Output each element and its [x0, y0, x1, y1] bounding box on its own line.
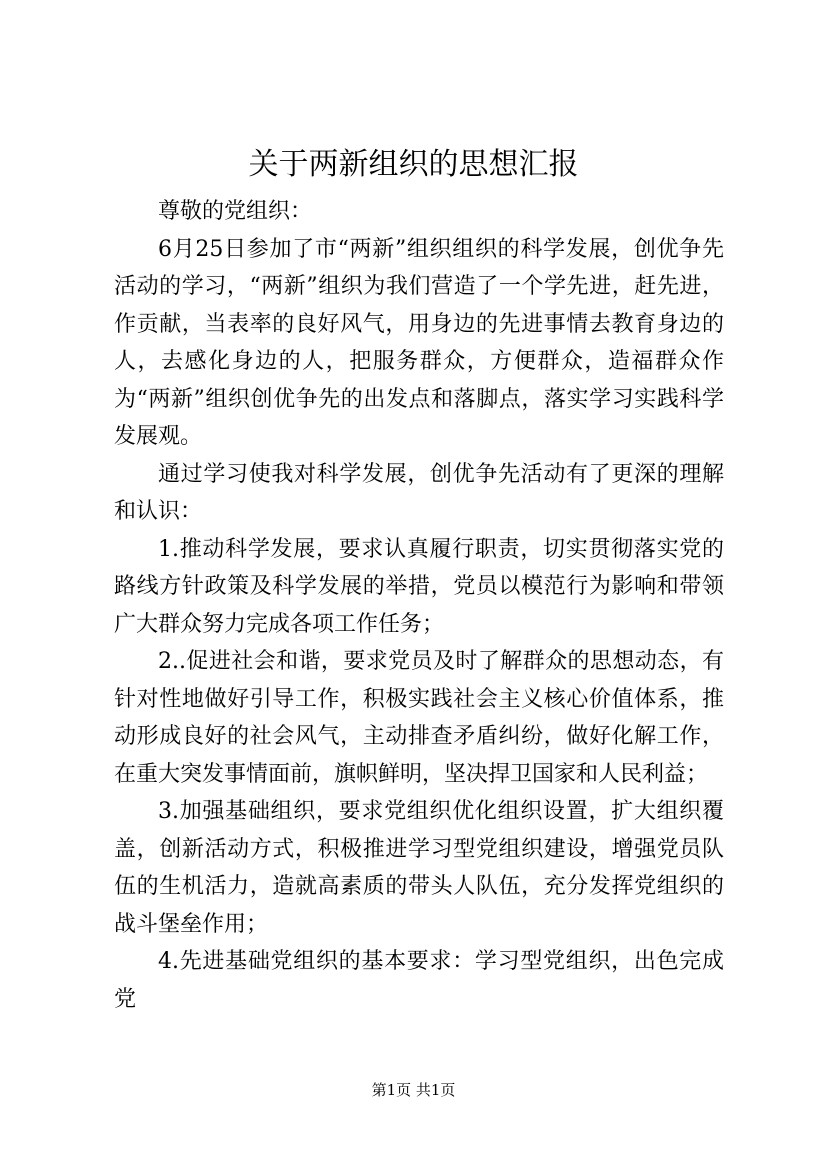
paragraph-3: 1.推动科学发展，要求认真履行职责，切实贯彻落实党的路线方针政策及科学发展的举措，党员以模范行为影响和带领广大群众努力完成各项工作任务；: [114, 536, 724, 637]
document-title: 关于两新组织的思想汇报: [248, 147, 579, 182]
paragraph-6: 4.先进基础党组织的基本要求：学习型党组织，出色完成党: [114, 949, 724, 1012]
paragraph-2: 通过学习使我对科学发展，创优争先活动有了更深的理解和认识：: [114, 461, 724, 524]
document-body: [114, 193, 724, 1018]
paragraph-1: 6月25日参加了市“两新”组织组织的科学发展，创优争先活动的学习，“两新”组织为我们营造了一个学先进，赶先进，作贡献，当表率的良好风气，用身边的先进事情去教育身边的人，去感化身边的人，把服务群众，方便群众，造福群众作为“两新”组织创优争先的出发点和落脚点，落实学习实践科学发展观。: [114, 236, 724, 449]
salutation: 尊敬的党组织：: [158, 199, 313, 224]
page-footer: 第1页 共1页: [371, 1081, 456, 1099]
paragraph-4: 2..促进社会和谐，要求党员及时了解群众的思想动态，有针对性地做好引导工作，积极实践社会主义核心价值体系，推动形成良好的社会风气，主动排查矛盾纠纷，做好化解工作，在重大突发事情面前，旗帜鲜明，坚决捍卫国家和人民利益；: [114, 649, 724, 787]
paragraph-5: 3.加强基础组织，要求党组织优化组织设置，扩大组织覆盖，创新活动方式，积极推进学习型党组织建设，增强党员队伍的生机活力，造就高素质的带头人队伍，充分发挥党组织的战斗堡垒作用；: [114, 799, 724, 937]
